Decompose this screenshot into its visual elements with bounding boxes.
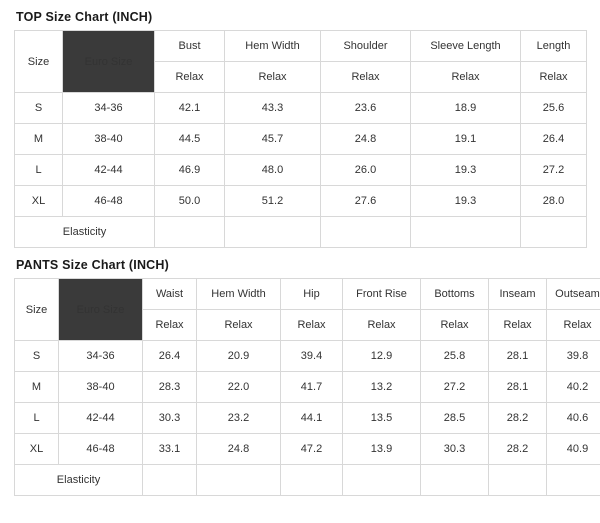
row-inseam: 28.1 — [489, 341, 547, 372]
header-hip: Hip — [281, 279, 343, 310]
row-waist: 30.3 — [143, 403, 197, 434]
footer-blank — [225, 217, 321, 248]
footer-elasticity: Elasticity — [15, 465, 143, 496]
row-length: 28.0 — [521, 186, 587, 217]
row-size: S — [15, 93, 63, 124]
row-sleeve-length: 18.9 — [411, 93, 521, 124]
row-hem-width: 43.3 — [225, 93, 321, 124]
row-inseam: 28.2 — [489, 403, 547, 434]
header-hem-width: Hem Width — [225, 31, 321, 62]
footer-blank — [411, 217, 521, 248]
header-shoulder: Shoulder — [321, 31, 411, 62]
footer-blank — [489, 465, 547, 496]
table-footer-row — [15, 465, 600, 496]
footer-blank — [197, 465, 281, 496]
fit-bottoms: Relax — [421, 310, 489, 341]
row-size: L — [15, 403, 59, 434]
row-bottoms: 28.5 — [421, 403, 489, 434]
table-row — [15, 93, 587, 124]
row-bust: 42.1 — [155, 93, 225, 124]
fit-hem-width: Relax — [197, 310, 281, 341]
row-waist: 28.3 — [143, 372, 197, 403]
fit-bust: Relax — [155, 62, 225, 93]
header-inseam: Inseam — [489, 279, 547, 310]
row-waist: 26.4 — [143, 341, 197, 372]
row-euro: 34-36 — [59, 341, 143, 372]
header-sleeve-length: Sleeve Length — [411, 31, 521, 62]
footer-blank — [521, 217, 587, 248]
row-length: 27.2 — [521, 155, 587, 186]
row-euro: 46-48 — [63, 186, 155, 217]
row-hip: 39.4 — [281, 341, 343, 372]
top-size-chart-table — [14, 30, 587, 248]
fit-hem-width: Relax — [225, 62, 321, 93]
row-hem-width: 51.2 — [225, 186, 321, 217]
row-euro: 46-48 — [59, 434, 143, 465]
pants-size-chart-title: PANTS Size Chart (INCH) — [16, 258, 169, 272]
row-sleeve-length: 19.3 — [411, 186, 521, 217]
footer-blank — [547, 465, 600, 496]
header-euro-size: Euro Size — [59, 279, 143, 341]
table-footer-row — [15, 217, 587, 248]
header-outseam: Outseam — [547, 279, 600, 310]
fit-outseam: Relax — [547, 310, 600, 341]
row-front-rise: 12.9 — [343, 341, 421, 372]
row-shoulder: 27.6 — [321, 186, 411, 217]
row-bottoms: 27.2 — [421, 372, 489, 403]
row-hip: 47.2 — [281, 434, 343, 465]
fit-hip: Relax — [281, 310, 343, 341]
row-hem-width: 20.9 — [197, 341, 281, 372]
footer-blank — [421, 465, 489, 496]
header-size: Size — [15, 279, 59, 341]
row-hem-width: 45.7 — [225, 124, 321, 155]
table-row — [15, 341, 600, 372]
row-shoulder: 24.8 — [321, 124, 411, 155]
row-front-rise: 13.9 — [343, 434, 421, 465]
header-hem-width: Hem Width — [197, 279, 281, 310]
header-length: Length — [521, 31, 587, 62]
row-size: XL — [15, 434, 59, 465]
footer-blank — [281, 465, 343, 496]
footer-elasticity: Elasticity — [15, 217, 155, 248]
row-hip: 44.1 — [281, 403, 343, 434]
row-outseam: 39.8 — [547, 341, 600, 372]
row-bottoms: 30.3 — [421, 434, 489, 465]
top-size-chart-title: TOP Size Chart (INCH) — [16, 10, 153, 24]
table-row — [15, 155, 587, 186]
row-euro: 38-40 — [59, 372, 143, 403]
row-bust: 46.9 — [155, 155, 225, 186]
header-bottoms: Bottoms — [421, 279, 489, 310]
row-length: 25.6 — [521, 93, 587, 124]
header-bust: Bust — [155, 31, 225, 62]
row-hem-width: 24.8 — [197, 434, 281, 465]
row-euro: 42-44 — [63, 155, 155, 186]
row-inseam: 28.2 — [489, 434, 547, 465]
row-size: M — [15, 372, 59, 403]
table-row — [15, 403, 600, 434]
row-bottoms: 25.8 — [421, 341, 489, 372]
fit-shoulder: Relax — [321, 62, 411, 93]
footer-blank — [155, 217, 225, 248]
row-front-rise: 13.5 — [343, 403, 421, 434]
row-size: L — [15, 155, 63, 186]
row-hip: 41.7 — [281, 372, 343, 403]
footer-blank — [143, 465, 197, 496]
header-front-rise: Front Rise — [343, 279, 421, 310]
row-inseam: 28.1 — [489, 372, 547, 403]
row-length: 26.4 — [521, 124, 587, 155]
row-sleeve-length: 19.3 — [411, 155, 521, 186]
table-row — [15, 186, 587, 217]
footer-blank — [321, 217, 411, 248]
row-shoulder: 26.0 — [321, 155, 411, 186]
table-header-row — [15, 279, 600, 310]
row-outseam: 40.9 — [547, 434, 600, 465]
header-size: Size — [15, 31, 63, 93]
pants-size-chart-table — [14, 278, 600, 496]
header-euro-size: Euro Size — [63, 31, 155, 93]
table-row — [15, 124, 587, 155]
row-hem-width: 23.2 — [197, 403, 281, 434]
row-outseam: 40.6 — [547, 403, 600, 434]
row-bust: 44.5 — [155, 124, 225, 155]
row-euro: 38-40 — [63, 124, 155, 155]
fit-length: Relax — [521, 62, 587, 93]
row-bust: 50.0 — [155, 186, 225, 217]
row-sleeve-length: 19.1 — [411, 124, 521, 155]
table-row — [15, 434, 600, 465]
row-shoulder: 23.6 — [321, 93, 411, 124]
table-row — [15, 372, 600, 403]
row-waist: 33.1 — [143, 434, 197, 465]
fit-sleeve-length: Relax — [411, 62, 521, 93]
row-hem-width: 48.0 — [225, 155, 321, 186]
footer-blank — [343, 465, 421, 496]
fit-front-rise: Relax — [343, 310, 421, 341]
row-size: XL — [15, 186, 63, 217]
row-euro: 34-36 — [63, 93, 155, 124]
row-hem-width: 22.0 — [197, 372, 281, 403]
row-front-rise: 13.2 — [343, 372, 421, 403]
header-waist: Waist — [143, 279, 197, 310]
fit-inseam: Relax — [489, 310, 547, 341]
row-size: S — [15, 341, 59, 372]
row-size: M — [15, 124, 63, 155]
row-euro: 42-44 — [59, 403, 143, 434]
row-outseam: 40.2 — [547, 372, 600, 403]
fit-waist: Relax — [143, 310, 197, 341]
table-header-row — [15, 31, 587, 62]
